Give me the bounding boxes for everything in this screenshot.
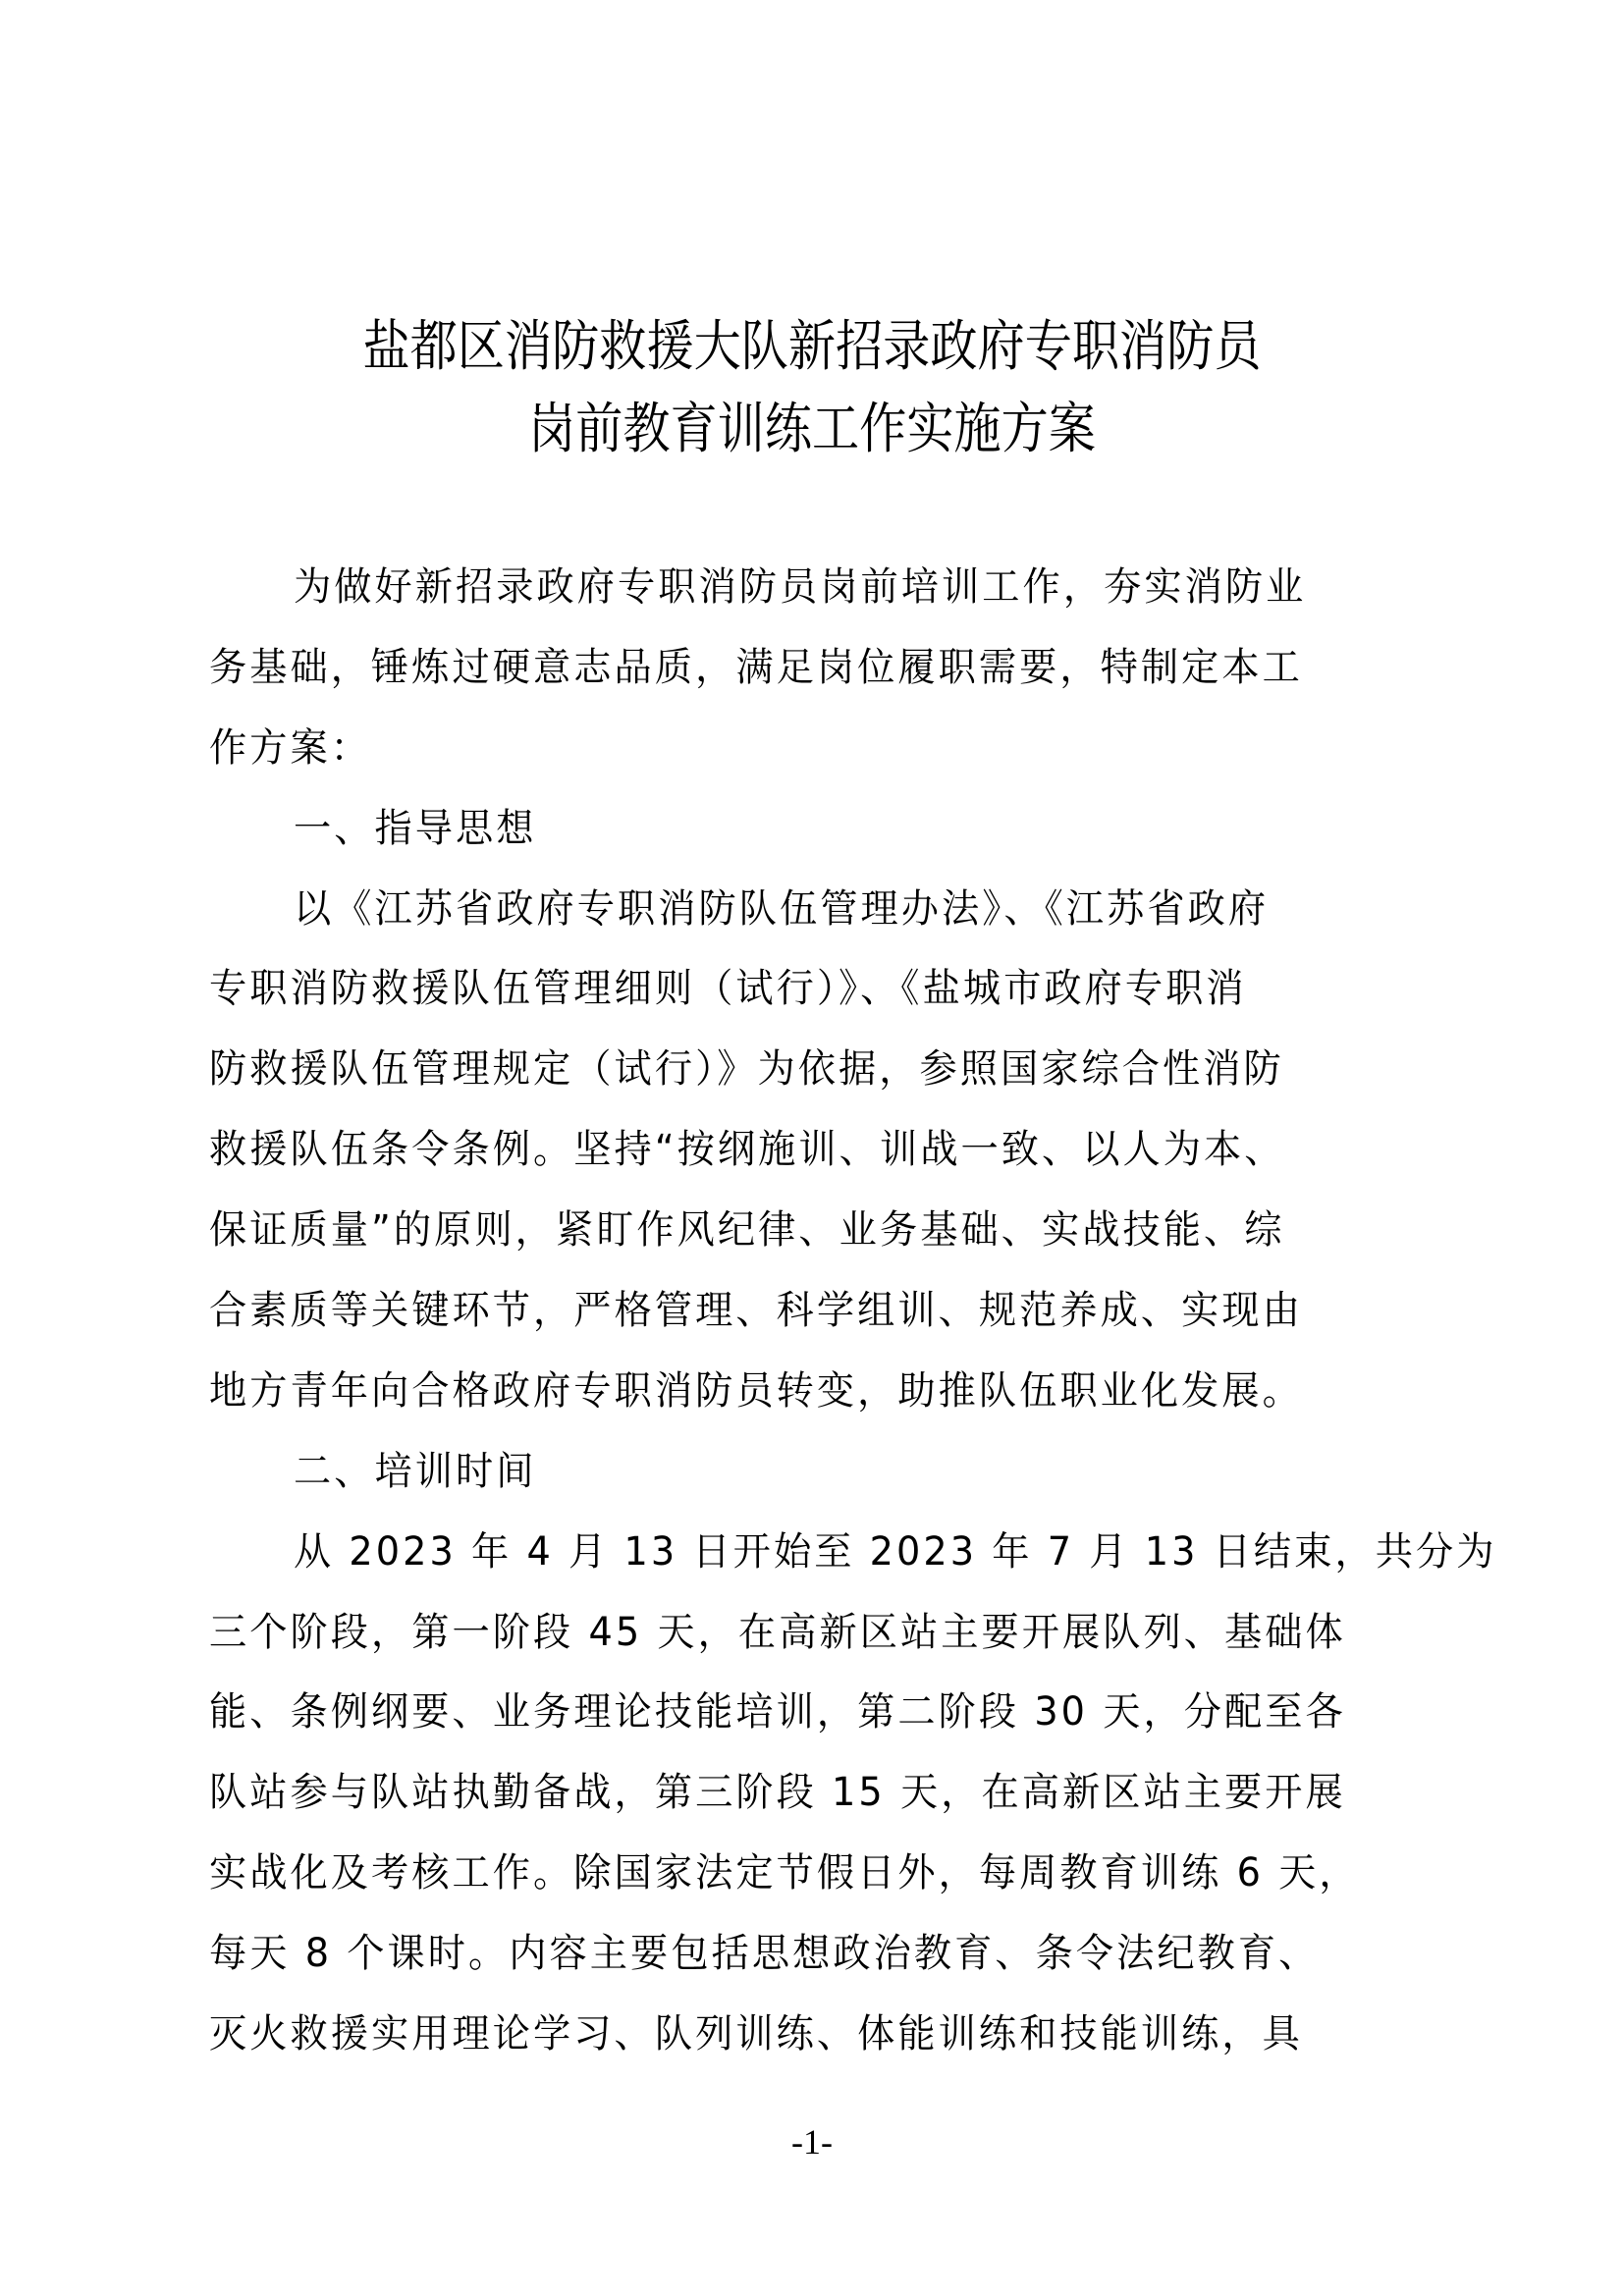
- text-line: 灭火救援实用理论学习、队列训练、体能训练和技能训练，具: [209, 2011, 1303, 2057]
- document-title: [0, 306, 1624, 471]
- guiding-ideology-paragraph: [209, 880, 1427, 1442]
- text-line: 保证质量”的原则，紧盯作风纪律、业务基础、实战技能、综: [209, 1207, 1285, 1254]
- text-line: 三个阶段，第一阶段 45 天，在高新区站主要开展队列、基础体: [209, 1609, 1346, 1655]
- section-heading-training-time: 二、培训时间: [293, 1448, 537, 1494]
- text-line: 地方青年向合格政府专职消防员转变，助推队伍职业化发展。: [209, 1367, 1303, 1414]
- title-line-1: 盐都区消防救援大队新招录政府专职消防员: [362, 315, 1262, 379]
- intro-paragraph: [209, 558, 1427, 799]
- text-line: 为做好新招录政府专职消防员岗前培训工作，夯实消防业: [293, 564, 1307, 610]
- training-time-paragraph: [209, 1522, 1497, 2085]
- section-heading-guiding-ideology: 一、指导思想: [293, 805, 537, 851]
- text-line: 防救援队伍管理规定（试行）》为依据，参照国家综合性消防: [209, 1046, 1284, 1093]
- text-line: 以《江苏省政府专职消防队伍管理办法》、《江苏省政府: [293, 885, 1270, 932]
- text-line: 队站参与队站执勤备战，第三阶段 15 天，在高新区站主要开展: [209, 1770, 1346, 1816]
- text-line: 专职消防救援队伍管理细则（试行）》、《盐城市政府专职消: [209, 966, 1247, 1012]
- text-line: 救援队伍条令条例。坚持“按纲施训、训战一致、以人为本、: [209, 1127, 1285, 1173]
- text-line: 每天 8 个课时。内容主要包括思想政治教育、条令法纪教育、: [209, 1931, 1320, 1977]
- text-line: 从 2023 年 4 月 13 日开始至 2023 年 7 月 13 日结束，共分为: [293, 1528, 1497, 1575]
- text-line: 合素质等关键环节，严格管理、科学组训、规范养成、实现由: [209, 1288, 1303, 1334]
- document-body: [209, 558, 1497, 2085]
- text-line: 实战化及考核工作。除国家法定节假日外，每周教育训练 6 天，: [209, 1850, 1360, 1896]
- text-line: 务基础，锤炼过硬意志品质，满足岗位履职需要，特制定本工: [209, 644, 1303, 690]
- title-line-2: 岗前教育训练工作实施方案: [528, 398, 1096, 461]
- text-line: 能、条例纲要、业务理论技能培训，第二阶段 30 天，分配至各: [209, 1689, 1346, 1735]
- page-number: -1-: [791, 2122, 833, 2162]
- text-line: 作方案：: [209, 724, 372, 771]
